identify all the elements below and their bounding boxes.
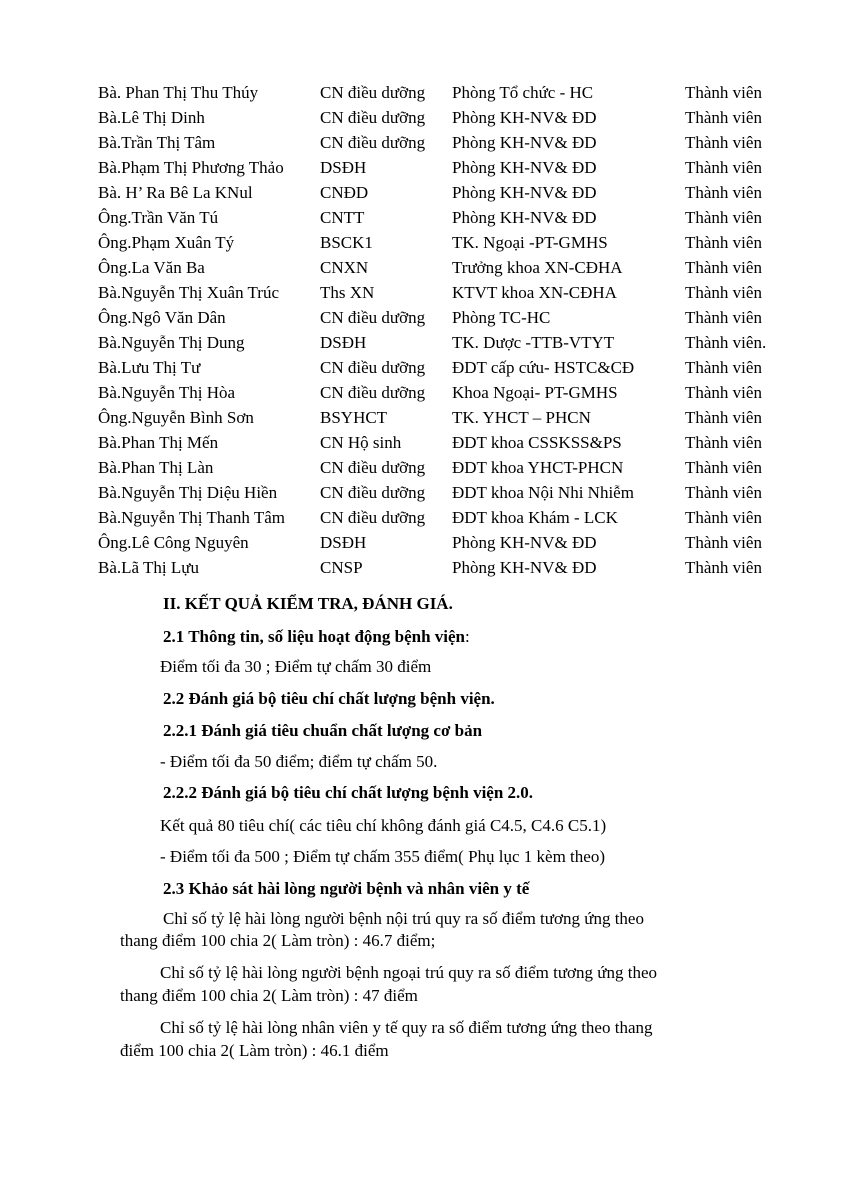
p1-line-2: thang điểm 100 chia 2( Làm tròn) : 46.7 điểm; bbox=[120, 931, 436, 950]
p2-line-2: thang điểm 100 chia 2( Làm tròn) : 47 điểm bbox=[120, 986, 418, 1005]
member-name: Bà.Nguyễn Thị Hòa bbox=[98, 383, 236, 402]
member-unit: ĐDT khoa YHCT-PHCN bbox=[452, 458, 624, 477]
member-unit: Phòng TC-HC bbox=[452, 308, 551, 327]
member-unit: Phòng KH-NV& ĐD bbox=[452, 108, 597, 127]
member-name: Ông.Lê Công Nguyên bbox=[98, 533, 249, 552]
member-unit: Phòng KH-NV& ĐD bbox=[452, 558, 597, 577]
member-degree: DSĐH bbox=[320, 158, 367, 177]
member-name: Bà.Nguyễn Thị Diệu Hiền bbox=[98, 483, 278, 502]
member-unit: KTVT khoa XN-CĐHA bbox=[452, 283, 617, 302]
member-degree: CN điều dưỡng bbox=[320, 308, 426, 327]
member-name: Ông.Nguyễn Bình Sơn bbox=[98, 408, 254, 427]
member-role: Thành viên bbox=[685, 208, 762, 227]
member-name: Bà.Trần Thị Tâm bbox=[98, 133, 216, 152]
member-degree: CN điều dưỡng bbox=[320, 383, 426, 402]
member-unit: ĐDT khoa Khám - LCK bbox=[452, 508, 618, 527]
member-degree: DSĐH bbox=[320, 533, 367, 552]
member-unit: TK. YHCT – PHCN bbox=[452, 408, 591, 427]
member-unit: ĐDT khoa CSSKSS&PS bbox=[452, 433, 622, 452]
member-row bbox=[98, 380, 798, 405]
member-role: Thành viên bbox=[685, 258, 762, 277]
member-unit: Phòng KH-NV& ĐD bbox=[452, 533, 597, 552]
member-name: Bà.Nguyễn Thị Thanh Tâm bbox=[98, 508, 285, 527]
member-name: Bà.Lưu Thị Tư bbox=[98, 358, 201, 377]
s23-title: 2.3 Khảo sát hài lòng người bệnh và nhân viên y tế bbox=[163, 879, 530, 898]
member-role: Thành viên bbox=[685, 408, 762, 427]
member-degree: CN điều dưỡng bbox=[320, 108, 426, 127]
member-row bbox=[98, 555, 798, 580]
member-name: Ông.Trần Văn Tú bbox=[98, 208, 219, 227]
member-role: Thành viên bbox=[685, 283, 762, 302]
member-row bbox=[98, 530, 798, 555]
member-name: Bà.Phạm Thị Phương Thảo bbox=[98, 158, 284, 177]
member-row bbox=[98, 455, 798, 480]
member-name: Ông.Ngô Văn Dân bbox=[98, 308, 226, 327]
member-unit: Trưởng khoa XN-CĐHA bbox=[452, 258, 623, 277]
member-role: Thành viên bbox=[685, 358, 762, 377]
s222-text-2: - Điểm tối đa 500 ; Điểm tự chấm 355 điểm( Phụ lục 1 kèm theo) bbox=[160, 847, 605, 866]
member-unit: Phòng Tổ chức - HC bbox=[452, 83, 594, 102]
member-row bbox=[98, 155, 798, 180]
member-role: Thành viên. bbox=[685, 333, 767, 352]
member-role: Thành viên bbox=[685, 458, 762, 477]
member-row bbox=[98, 355, 798, 380]
member-row bbox=[98, 505, 798, 530]
member-role: Thành viên bbox=[685, 83, 762, 102]
member-name: Bà.Lê Thị Dinh bbox=[98, 108, 205, 127]
member-row bbox=[98, 130, 798, 155]
member-role: Thành viên bbox=[685, 108, 762, 127]
member-degree: Ths XN bbox=[320, 283, 375, 302]
member-name: Bà.Nguyễn Thị Dung bbox=[98, 333, 245, 352]
member-degree: CN Hộ sinh bbox=[320, 433, 402, 452]
p3-line-2: điểm 100 chia 2( Làm tròn) : 46.1 điểm bbox=[120, 1041, 389, 1060]
member-unit: ĐDT khoa Nội Nhi Nhiễm bbox=[452, 483, 634, 502]
member-name: Bà.Lã Thị Lựu bbox=[98, 558, 199, 577]
member-name: Bà.Phan Thị Mến bbox=[98, 433, 219, 452]
s221-text: - Điểm tối đa 50 điểm; điểm tự chấm 50. bbox=[160, 752, 438, 771]
member-unit: TK. Ngoại -PT-GMHS bbox=[452, 233, 608, 252]
member-degree: CN điều dưỡng bbox=[320, 483, 426, 502]
member-name: Bà.Phan Thị Làn bbox=[98, 458, 214, 477]
member-degree: CN điều dưỡng bbox=[320, 133, 426, 152]
member-row bbox=[98, 255, 798, 280]
member-degree: DSĐH bbox=[320, 333, 367, 352]
member-degree: CN điều dưỡng bbox=[320, 508, 426, 527]
member-role: Thành viên bbox=[685, 508, 762, 527]
s22-title: 2.2 Đánh giá bộ tiêu chí chất lượng bệnh viện. bbox=[163, 689, 495, 708]
member-row bbox=[98, 230, 798, 255]
member-role: Thành viên bbox=[685, 233, 762, 252]
member-row bbox=[98, 330, 798, 355]
member-row bbox=[98, 480, 798, 505]
member-unit: ĐDT cấp cứu- HSTC&CĐ bbox=[452, 358, 635, 377]
p2-line-1: Chỉ số tỷ lệ hài lòng người bệnh ngoại trú quy ra số điểm tương ứng theo bbox=[160, 963, 658, 982]
s21-title: 2.1 Thông tin, số liệu hoạt động bệnh viện bbox=[163, 627, 465, 646]
member-degree: CNTT bbox=[320, 208, 365, 227]
member-role: Thành viên bbox=[685, 308, 762, 327]
member-row bbox=[98, 405, 798, 430]
member-role: Thành viên bbox=[685, 558, 762, 577]
members-list bbox=[98, 80, 798, 580]
member-role: Thành viên bbox=[685, 483, 762, 502]
member-name: Ông.La Văn Ba bbox=[98, 258, 205, 277]
member-role: Thành viên bbox=[685, 383, 762, 402]
p3-line-1: Chỉ số tỷ lệ hài lòng nhân viên y tế quy ra số điểm tương ứng theo thang bbox=[160, 1018, 653, 1037]
member-row bbox=[98, 430, 798, 455]
s21-text: Điểm tối đa 30 ; Điểm tự chấm 30 điểm bbox=[160, 657, 432, 676]
member-role: Thành viên bbox=[685, 433, 762, 452]
member-role: Thành viên bbox=[685, 133, 762, 152]
member-row bbox=[98, 105, 798, 130]
member-role: Thành viên bbox=[685, 533, 762, 552]
member-unit: TK. Dược -TTB-VTYT bbox=[452, 333, 615, 352]
member-name: Bà. H’ Ra Bê La KNul bbox=[98, 183, 253, 202]
member-row bbox=[98, 305, 798, 330]
member-degree: CNĐD bbox=[320, 183, 369, 202]
s21-line bbox=[163, 626, 470, 648]
member-name: Bà. Phan Thị Thu Thúy bbox=[98, 83, 259, 102]
member-unit: Phòng KH-NV& ĐD bbox=[452, 183, 597, 202]
member-degree: BSYHCT bbox=[320, 408, 388, 427]
member-role: Thành viên bbox=[685, 183, 762, 202]
member-degree: CNSP bbox=[320, 558, 363, 577]
member-unit: Khoa Ngoại- PT-GMHS bbox=[452, 383, 618, 402]
s222-text-1: Kết quả 80 tiêu chí( các tiêu chí không đánh giá C4.5, C4.6 C5.1) bbox=[160, 816, 607, 835]
member-name: Bà.Nguyễn Thị Xuân Trúc bbox=[98, 283, 280, 302]
p1-line-1: Chỉ số tỷ lệ hài lòng người bệnh nội trú quy ra số điểm tương ứng theo bbox=[163, 909, 644, 928]
member-degree: CN điều dưỡng bbox=[320, 358, 426, 377]
member-unit: Phòng KH-NV& ĐD bbox=[452, 158, 597, 177]
member-row bbox=[98, 180, 798, 205]
section-heading: II. KẾT QUẢ KIỂM TRA, ĐÁNH GIÁ. bbox=[163, 594, 453, 613]
s222-title: 2.2.2 Đánh giá bộ tiêu chí chất lượng bệnh viện 2.0. bbox=[163, 783, 534, 802]
s221-title: 2.2.1 Đánh giá tiêu chuẩn chất lượng cơ bản bbox=[163, 721, 483, 740]
member-unit: Phòng KH-NV& ĐD bbox=[452, 208, 597, 227]
member-row bbox=[98, 205, 798, 230]
member-row bbox=[98, 80, 798, 105]
member-name: Ông.Phạm Xuân Tý bbox=[98, 233, 235, 252]
member-degree: CNXN bbox=[320, 258, 369, 277]
member-row bbox=[98, 280, 798, 305]
member-degree: CN điều dưỡng bbox=[320, 83, 426, 102]
member-degree: BSCK1 bbox=[320, 233, 373, 252]
s21-colon: : bbox=[465, 627, 470, 646]
member-degree: CN điều dưỡng bbox=[320, 458, 426, 477]
member-role: Thành viên bbox=[685, 158, 762, 177]
member-unit: Phòng KH-NV& ĐD bbox=[452, 133, 597, 152]
